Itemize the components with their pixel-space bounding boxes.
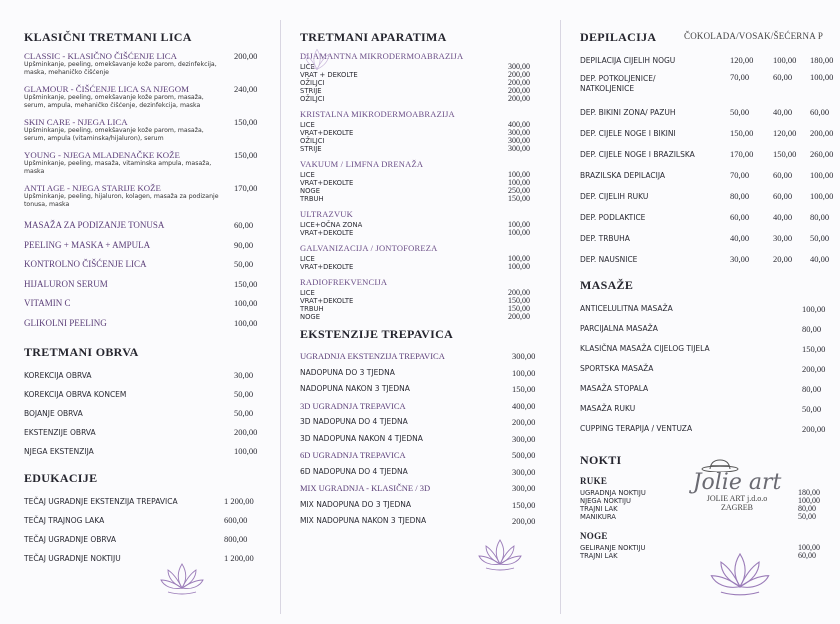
list-item: [580, 207, 840, 228]
list-item: [580, 186, 840, 207]
list-item: [300, 447, 550, 464]
section-title-education: EDUKACIJE: [24, 471, 98, 485]
group-item-name: LICE: [300, 171, 315, 179]
list-item: [580, 144, 840, 165]
lotus-icon: [710, 548, 770, 598]
list-item-name: UGRADNJA NOKTIJU: [580, 489, 646, 497]
group-item-price: 100,00: [508, 220, 530, 229]
service-item: [24, 314, 270, 334]
item-name: 3D NADOPUNA NAKON 4 TJEDNA: [300, 433, 423, 443]
lashes-list: [300, 348, 550, 530]
item-price: 120,00: [773, 128, 797, 138]
item-price: 100,00: [810, 170, 834, 180]
item-name: DEP. BIKINI ZONA/ PAZUH: [580, 108, 676, 117]
facial-services-list: [24, 51, 270, 209]
list-item: [580, 419, 840, 439]
item-name: DEP. NAUSNICE: [580, 255, 638, 264]
group-title: KRISTALNA MIKRODERMOABRAZIJA: [300, 109, 455, 119]
item-price: 60,00: [773, 191, 793, 201]
group-title: RADIOFREKVENCIJA: [300, 277, 388, 287]
group-item-price: 300,00: [508, 144, 530, 153]
item-price: 150,00: [730, 128, 754, 138]
list-item: [300, 365, 550, 382]
group-item-name: LICE+OČNA ZONA: [300, 221, 363, 229]
service-price: 50,00: [234, 259, 254, 269]
item-name: 3D UGRADNJA TREPAVICA: [300, 400, 406, 411]
item-name: PARCIJALNA MASAŽA: [580, 324, 658, 333]
group-item-price: 200,00: [508, 78, 530, 87]
service-name: PEELING + MASKA + AMPULA: [24, 239, 151, 250]
list-item: [300, 381, 550, 398]
group-item-name: LICE: [300, 289, 315, 297]
group-item-price: 100,00: [508, 170, 530, 179]
item-name: DEPILACIJA CIJELIH NOGU: [580, 56, 676, 65]
list-item: [24, 366, 270, 385]
list-item-price: 80,00: [798, 504, 816, 513]
list-item-price: 180,00: [798, 488, 820, 497]
item-price: 600,00: [224, 515, 248, 525]
list-item: [300, 398, 550, 415]
list-item: [300, 497, 550, 514]
group-item-price: 200,00: [508, 70, 530, 79]
group-item-name: VRAT + DEKOLTE: [300, 71, 358, 79]
service-item: [24, 51, 270, 77]
lotus-icon: [160, 560, 204, 596]
list-item: [300, 414, 550, 431]
group-items: [300, 255, 550, 271]
item-name: 3D NADOPUNA DO 4 TJEDNA: [300, 417, 408, 426]
item-price: 100,00: [773, 55, 797, 65]
item-name: DEP. TRBUHA: [580, 234, 630, 243]
section-title-devices: TRETMANI APARATIMA: [300, 30, 447, 44]
list-item: [24, 404, 270, 423]
item-price: 300,00: [512, 466, 536, 477]
group-title: DIJAMANTNA MIKRODERMOABRAZIJA: [300, 51, 464, 61]
group-item-price: 100,00: [508, 178, 530, 187]
item-price: 30,00: [730, 254, 750, 264]
list-item: [24, 549, 270, 568]
section-title-nails: NOKTI: [580, 453, 622, 467]
item-price: 400,00: [512, 400, 536, 411]
item-price: 500,00: [512, 450, 536, 460]
service-name: VITAMIN C: [24, 298, 71, 308]
group-item-price: 400,00: [508, 120, 530, 129]
price-column: [798, 489, 820, 521]
facial-simple-list: [24, 216, 270, 333]
service-item: [24, 216, 270, 236]
item-price: 300,00: [512, 351, 536, 361]
service-price: 200,00: [234, 51, 258, 61]
item-name: DEP. CIJELE NOGE I BIKINI: [580, 129, 676, 138]
service-price: 150,00: [234, 150, 258, 160]
item-price: 100,00: [512, 367, 536, 378]
section-title-lashes: EKSTENZIJE TREPAVICA: [300, 327, 454, 341]
item-price: 80,00: [730, 191, 750, 201]
list-item-name: GELIRANJE NOKTIJU: [580, 544, 646, 552]
item-name: DEP. POTKOLJENICE/ NATKOLJENICE: [580, 74, 656, 93]
column-divider: [560, 20, 561, 614]
group-prices: [508, 289, 530, 321]
list-item: [580, 102, 840, 123]
group-prices: [508, 221, 530, 237]
item-price: 100,00: [810, 191, 834, 201]
list-item-price: 60,00: [798, 551, 816, 560]
group-item-name: LICE: [300, 121, 315, 129]
group-item-price: 150,00: [508, 296, 530, 305]
group-title: ULTRAZVUK: [300, 209, 353, 219]
subtitle-feet: NOGE: [580, 531, 608, 541]
list-item: [580, 50, 840, 71]
service-name: KONTROLNO ČIŠĆENJE LICA: [24, 259, 147, 269]
service-price: 240,00: [234, 84, 258, 94]
item-price: 50,00: [802, 404, 822, 414]
item-price: 200,00: [512, 516, 536, 526]
item-price: 260,00: [810, 149, 834, 159]
item-price: 200,00: [802, 424, 826, 434]
group-item-price: 100,00: [508, 254, 530, 263]
group-item-name: VRAT+DEKOLTE: [300, 297, 354, 305]
item-price: 1 200,00: [224, 496, 254, 506]
service-item: [24, 294, 270, 314]
item-price: 150,00: [802, 344, 826, 354]
group-item-price: 300,00: [508, 128, 530, 137]
lotus-icon: [478, 536, 522, 572]
list-item-price: 100,00: [798, 543, 820, 552]
item-price: 100,00: [234, 446, 258, 456]
group-title: GALVANIZACIJA / JONTOFOREZA: [300, 243, 438, 253]
item-price: 30,00: [234, 370, 254, 380]
item-name: MIX NADOPUNA NAKON 3 TJEDNA: [300, 516, 427, 525]
item-price: 30,00: [773, 233, 793, 243]
item-price: 200,00: [802, 364, 826, 374]
item-name: MASAŽA RUKU: [580, 404, 636, 413]
group-item-price: 300,00: [508, 136, 530, 145]
item-price: 40,00: [773, 107, 793, 117]
group-items: [300, 221, 550, 237]
service-name: GLIKOLNI PEELING: [24, 317, 107, 328]
group-item-price: 200,00: [508, 288, 530, 297]
item-price: 180,00: [810, 55, 834, 65]
group-item-price: 300,00: [508, 62, 530, 71]
service-name: MASAŽA ZA PODIZANJE TONUSA: [24, 220, 165, 230]
list-item-price: 50,00: [798, 512, 816, 521]
item-price: 800,00: [224, 534, 248, 544]
group-item-name: TRBUH: [300, 305, 324, 313]
service-item: [24, 117, 270, 143]
list-item: [24, 423, 270, 442]
list-item: [300, 348, 550, 365]
item-price: 100,00: [802, 304, 826, 314]
group-item-name: VRAT+DEKOLTE: [300, 179, 354, 187]
group-item-name: VRAT+DEKOLTE: [300, 229, 354, 237]
group-item-name: STRIJE: [300, 145, 322, 153]
item-price: 60,00: [810, 107, 830, 117]
item-price: 170,00: [730, 149, 754, 159]
group-prices: [508, 63, 530, 103]
item-price: 300,00: [512, 433, 536, 444]
group-item-price: 250,00: [508, 186, 530, 195]
item-price: 60,00: [773, 170, 793, 180]
group-item-price: 200,00: [508, 312, 530, 321]
column-device-treatments: [290, 0, 550, 624]
item-name: DEP. CIJELIH RUKU: [580, 192, 649, 201]
item-price: 150,00: [773, 149, 797, 159]
item-name: 6D NADOPUNA DO 4 TJEDNA: [300, 466, 408, 476]
section-title-facial: KLASIČNI TRETMANI LICA: [24, 30, 192, 44]
item-name: MASAŽA STOPALA: [580, 384, 649, 393]
list-item: [580, 123, 840, 144]
item-name: DEP. CIJELE NOGE I BRAZILSKA: [580, 150, 695, 159]
list-item: [580, 319, 840, 339]
item-name: EKSTENZIJE OBRVA: [24, 428, 96, 437]
service-price: 100,00: [234, 317, 258, 328]
group-item-name: VRAT+DEKOLTE: [300, 263, 354, 271]
service-price: 150,00: [234, 278, 258, 289]
group-items: [300, 289, 550, 321]
item-price: 20,00: [773, 254, 793, 264]
education-list: [24, 492, 270, 568]
item-price: 50,00: [234, 389, 254, 399]
item-price: 50,00: [810, 233, 830, 243]
item-name: NJEGA EKSTENZIJA: [24, 447, 94, 456]
group-item-price: 100,00: [508, 262, 530, 271]
item-name: DEP. PODLAKTICE: [580, 213, 646, 222]
item-name: TEČAJ UGRADNJE NOKTIJU: [24, 554, 121, 563]
item-price: 40,00: [810, 254, 830, 264]
list-item: [24, 442, 270, 461]
item-price: 60,00: [773, 72, 793, 82]
service-name: CLASSIC - KLASIČNO ČIŠĆENJE LICA: [24, 51, 177, 61]
item-price: 40,00: [730, 233, 750, 243]
service-item: [24, 183, 270, 209]
service-price: 150,00: [234, 117, 258, 127]
group-item-name: LICE: [300, 63, 315, 71]
brows-list: [24, 366, 270, 461]
list-item: [300, 431, 550, 448]
list-item-price: 100,00: [798, 496, 820, 505]
service-description: Upšminkanje, peeling, hijaluron, kolagen, masaža za podizanje tonusa, maska: [24, 193, 219, 208]
group-item-name: NOGE: [300, 187, 320, 195]
item-name: KOREKCIJA OBRVA KONCEM: [24, 390, 127, 399]
price-column: [798, 544, 820, 560]
service-name: YOUNG - NJEGA MLADENAČKE KOŽE: [24, 150, 180, 160]
massage-list: [580, 299, 840, 439]
item-name: NADOPUNA DO 3 TJEDNA: [300, 367, 395, 377]
item-name: KOREKCIJA OBRVA: [24, 371, 92, 380]
group-items: [300, 63, 550, 103]
item-price: 1 200,00: [224, 553, 254, 563]
list-item: [24, 492, 270, 511]
item-price: 80,00: [802, 324, 822, 334]
item-name: NADOPUNA NAKON 3 TJEDNA: [300, 384, 410, 393]
service-price: 100,00: [234, 298, 258, 308]
list-item: [580, 379, 840, 399]
list-item: [580, 339, 840, 359]
service-item: [24, 275, 270, 295]
service-description: Upšminkanje, peeling, omekšavanje kože parom, masaža, serum, ampula (vitaminska/hijaluron), serum: [24, 127, 204, 142]
service-name: HIJALURON SERUM: [24, 278, 108, 289]
group-item-name: VRAT+DEKOLTE: [300, 129, 354, 137]
list-item: [24, 511, 270, 530]
group-prices: [508, 171, 530, 203]
list-item: [580, 359, 840, 379]
section-title-depilation: DEPILACIJA: [580, 30, 657, 44]
section-title-massages: MASAŽE: [580, 278, 634, 292]
list-item: [580, 228, 840, 249]
list-item-name: TRAJNI LAK: [580, 505, 618, 513]
group-item-price: 100,00: [508, 228, 530, 237]
item-name: MIX UGRADNJA - KLASIČNE / 3D: [300, 483, 431, 493]
item-name: ANTICELULITNA MASAŽA: [580, 304, 673, 313]
service-item: [24, 150, 270, 176]
service-name: SKIN CARE - NJEGA LICA: [24, 117, 128, 127]
item-price: 100,00: [810, 72, 834, 82]
list-item: [24, 530, 270, 549]
brand-logo: [692, 458, 782, 548]
depilation-list: [580, 50, 840, 270]
item-name: BOJANJE OBRVA: [24, 409, 83, 418]
item-price: 60,00: [730, 212, 750, 222]
group-items: [300, 171, 550, 203]
service-price: 90,00: [234, 239, 254, 250]
device-groups-list: [300, 51, 550, 321]
group-item-name: OŽILJCI: [300, 79, 325, 87]
group-prices: [508, 121, 530, 153]
item-price: 50,00: [234, 408, 254, 418]
group-item-name: NOGE: [300, 313, 320, 321]
list-item: [580, 399, 840, 419]
list-item: [300, 480, 550, 497]
list-item-name: TRAJNI LAK: [580, 552, 618, 560]
logo-company: JOLIE ART j.d.o.o: [706, 494, 768, 503]
section-title-brows: TRETMANI OBRVA: [24, 345, 139, 359]
list-item: [580, 249, 840, 270]
list-item-name: MANIKURA: [580, 513, 616, 521]
item-price: 50,00: [730, 107, 750, 117]
list-item-name: NJEGA NOKTIJU: [580, 497, 631, 505]
group-item-name: OŽILJCI: [300, 137, 325, 145]
list-item: [580, 165, 840, 186]
subtitle-hands: RUKE: [580, 476, 608, 486]
list-item: [580, 299, 840, 319]
item-name: 6D UGRADNJA TREPAVICA: [300, 450, 406, 460]
item-name: MIX NADOPUNA DO 3 TJEDNA: [300, 499, 412, 509]
group-items: [300, 121, 550, 153]
service-item: [24, 84, 270, 110]
service-description: Upšminkanje, peeling, masaža, vitaminska ampula, masaža, maska: [24, 160, 212, 175]
item-name: SPORTSKA MASAŽA: [580, 364, 654, 373]
item-price: 200,00: [810, 128, 834, 138]
group-item-name: TRBUH: [300, 195, 324, 203]
list-item: [580, 71, 840, 102]
item-price: 200,00: [234, 427, 258, 437]
column-divider: [280, 20, 281, 614]
item-name: TEČAJ UGRADNJE EKSTENZIJA TREPAVICA: [24, 497, 178, 506]
service-name: GLAMOUR - ČIŠĆENJE LICA SA NJEGOM: [24, 84, 189, 94]
item-price: 80,00: [810, 212, 830, 222]
wax-types-header: ČOKOLADA/VOSAK/ŠEĆERNA P: [684, 31, 824, 41]
group-item-price: 200,00: [508, 94, 530, 103]
item-price: 70,00: [730, 170, 750, 180]
item-name: TEČAJ TRAJNOG LAKA: [24, 516, 105, 525]
item-price: 300,00: [512, 483, 536, 493]
service-item: [24, 255, 270, 275]
group-item-name: STRIJE: [300, 87, 322, 95]
group-prices: [508, 255, 530, 271]
logo-script: Jolie art: [692, 470, 782, 495]
item-price: 120,00: [730, 55, 754, 65]
list-item: [300, 513, 550, 530]
group-item-price: 200,00: [508, 86, 530, 95]
item-name: TEČAJ UGRADNJE OBRVA: [24, 535, 116, 544]
service-name: ANTI AGE - NJEGA STARIJE KOŽE: [24, 183, 161, 193]
service-description: Upšminkanje, peeling, omekšavanje kože parom, dezinfekcija, maska, mehaničko čišćenje: [24, 61, 217, 76]
item-price: 40,00: [773, 212, 793, 222]
item-price: 70,00: [730, 72, 750, 82]
column-facial-treatments: [0, 0, 270, 624]
item-price: 200,00: [512, 417, 536, 427]
item-name: UGRADNJA EKSTENZIJA TREPAVICA: [300, 351, 445, 361]
lotus-icon: [298, 46, 336, 76]
group-item-name: OŽILJCI: [300, 95, 325, 103]
service-price: 170,00: [234, 183, 258, 193]
item-price: 150,00: [512, 499, 536, 510]
item-name: KLASIČNA MASAŽA CIJELOG TIJELA: [580, 344, 710, 353]
item-price: 80,00: [802, 384, 822, 394]
item-name: BRAZILSKA DEPILACIJA: [580, 171, 666, 180]
logo-city: ZAGREB: [721, 503, 753, 512]
item-price: 150,00: [512, 384, 536, 394]
list-item: [300, 464, 550, 481]
service-item: [24, 236, 270, 256]
group-item-price: 150,00: [508, 194, 530, 203]
item-name: CUPPING TERAPIJA / VENTUZA: [580, 424, 693, 433]
list-item: [24, 385, 270, 404]
group-item-name: LICE: [300, 255, 315, 263]
service-price: 60,00: [234, 220, 254, 230]
group-title: VAKUUM / LIMFNA DRENAŽA: [300, 159, 424, 169]
group-item-price: 150,00: [508, 304, 530, 313]
service-description: Upšminkanje, peeling, omekšavanje kože parom, masaža, serum, ampula, mehaničko čišćenje, dezinfekcija, maska: [24, 94, 204, 109]
